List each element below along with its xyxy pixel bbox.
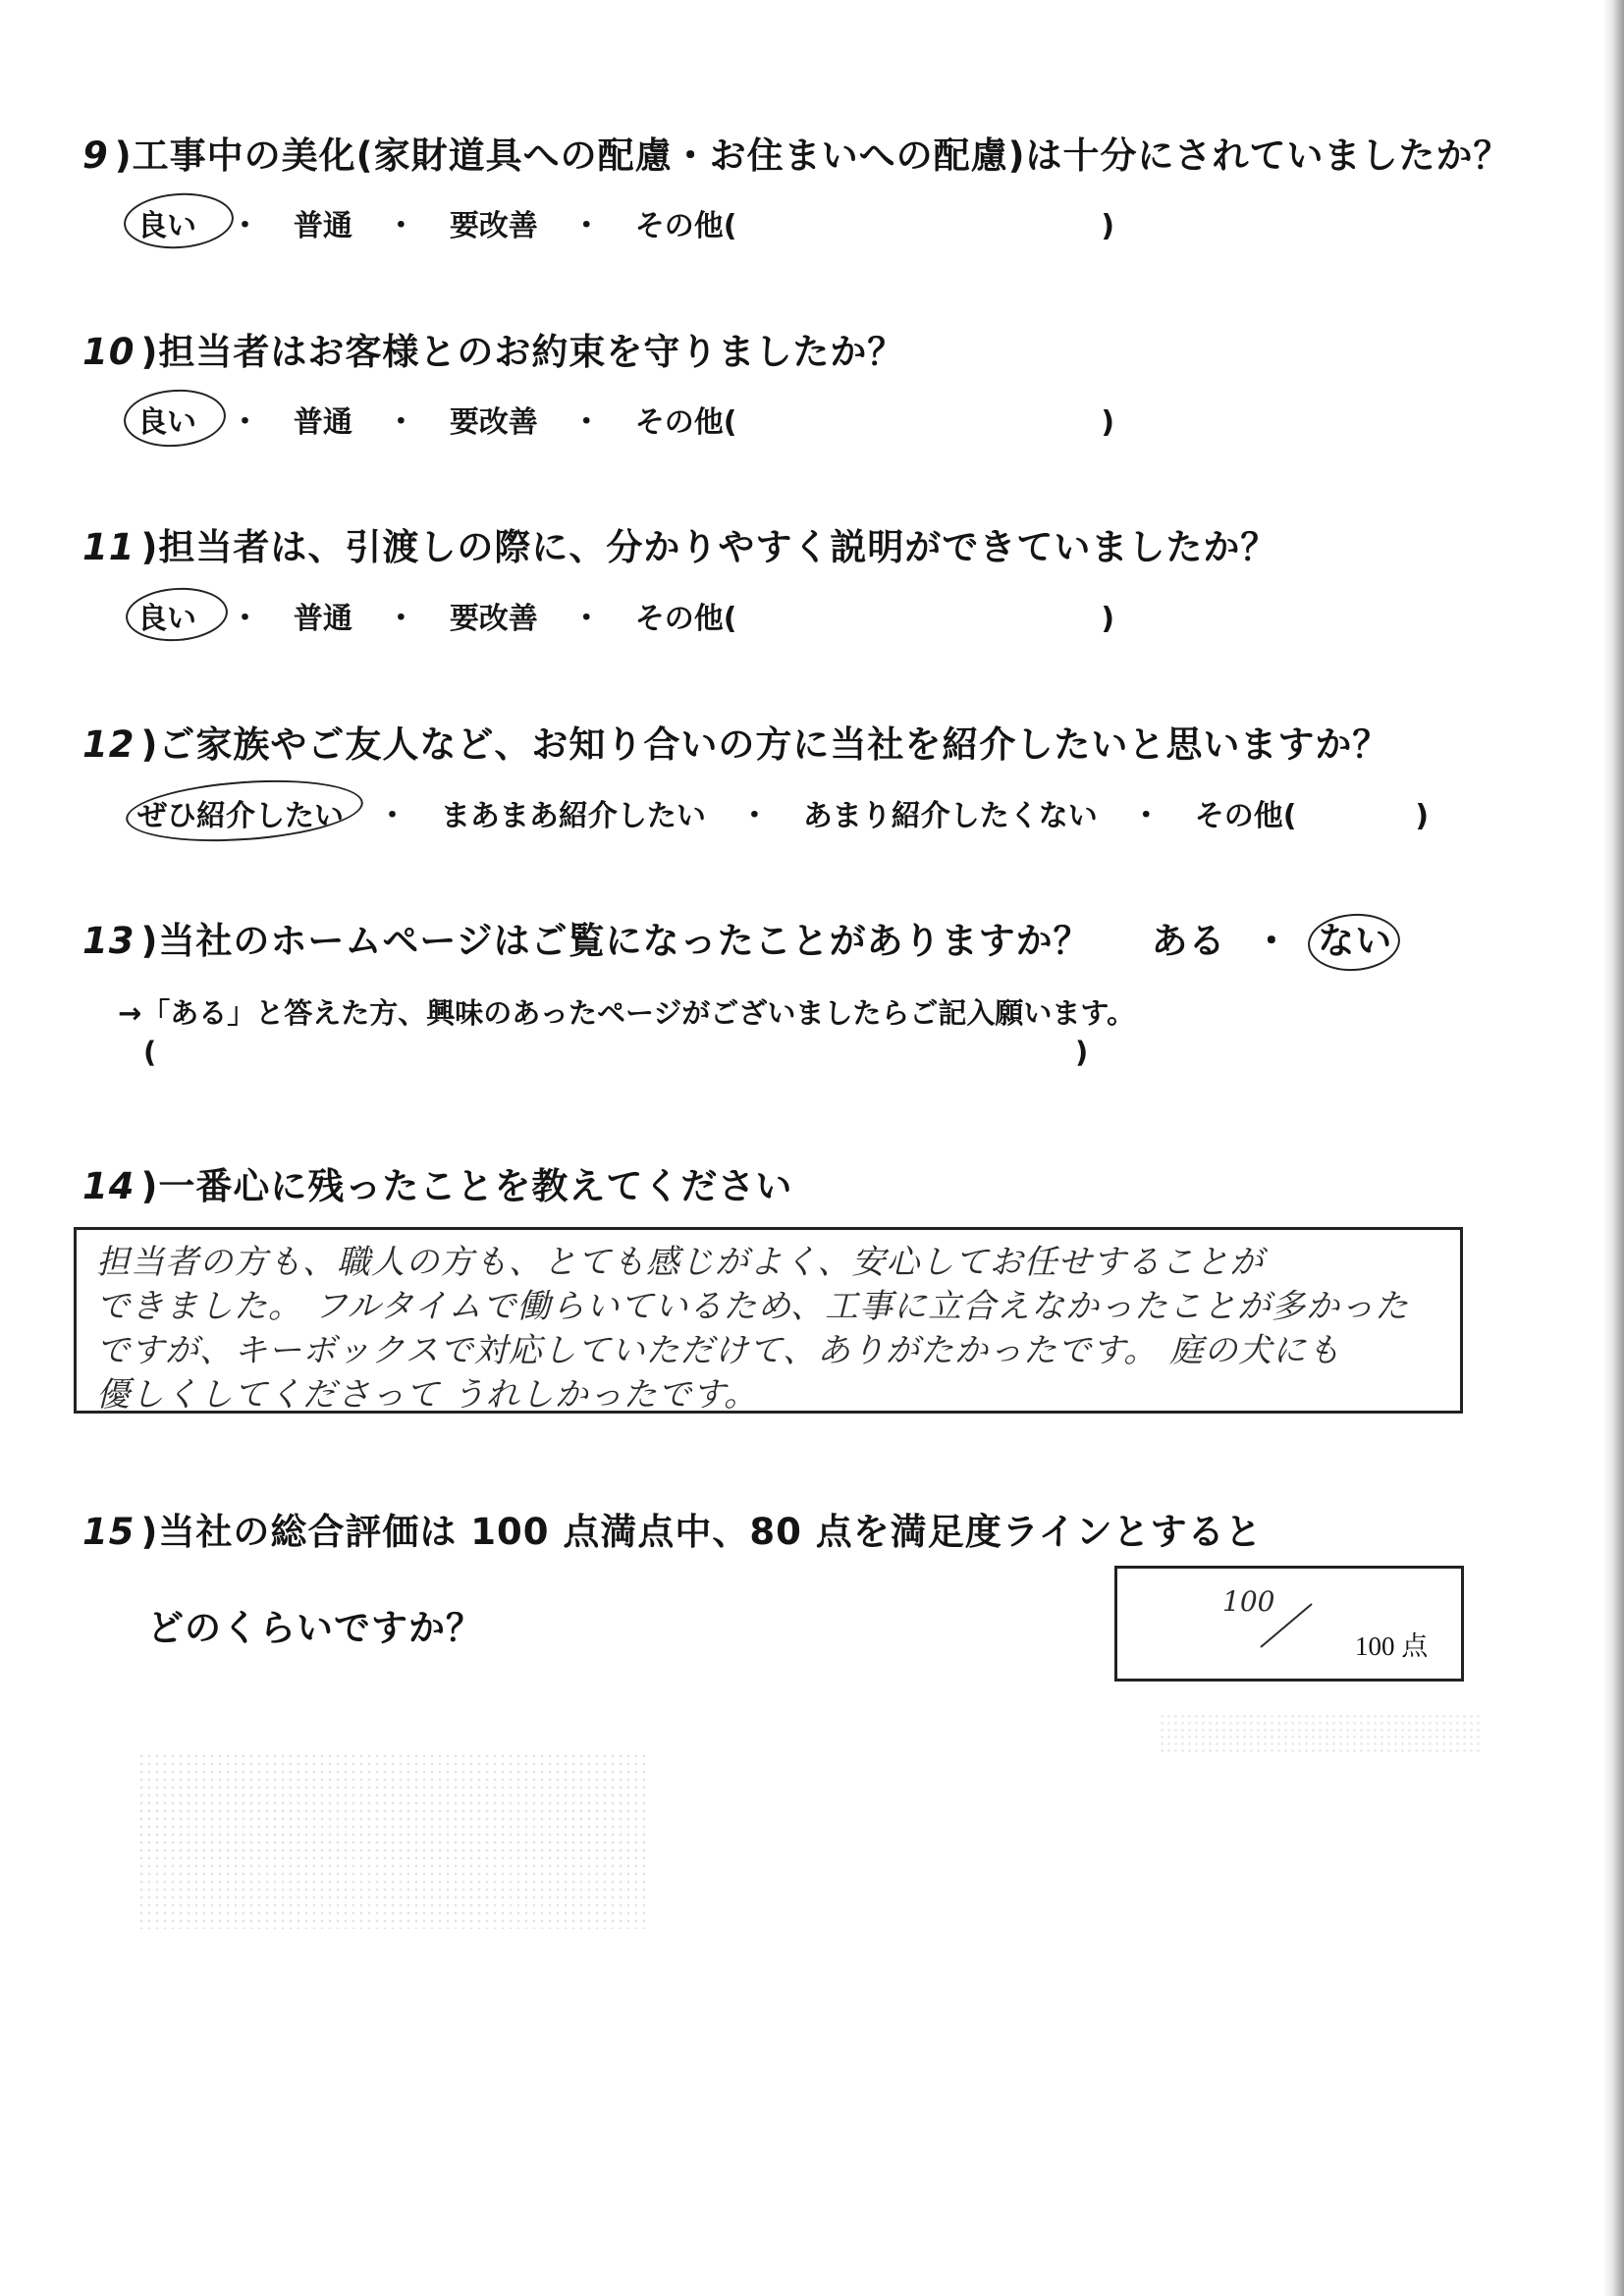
question-14 [82, 1156, 792, 1209]
separator: ・ [1131, 799, 1162, 833]
question-text: )工事中の美化(家財道具への配慮・お住まいへの配慮)は十分にされていましたか？ [114, 134, 1511, 177]
separator: ・ [571, 602, 602, 636]
q13-option-yes[interactable]: ある [1151, 920, 1226, 962]
q11-option-normal[interactable]: 普通 [293, 602, 352, 636]
question-number: 14 [82, 1165, 135, 1207]
q11-option-improve[interactable]: 要改善 [449, 602, 538, 636]
q12-options [137, 791, 1429, 834]
q10-option-other[interactable]: その他( [634, 405, 737, 440]
question-number: 13 [82, 920, 135, 962]
q9-option-other[interactable]: その他( [634, 209, 737, 243]
q11-option-other[interactable]: その他( [634, 602, 737, 636]
separator: ・ [386, 209, 416, 243]
q14-answer-line: ですが、キーボックスで対応していただけて、ありがたかったです。 庭の犬にも [96, 1331, 1342, 1370]
q12-other-close: ) [1415, 799, 1430, 833]
question-number: 12 [82, 723, 135, 766]
q9-option-normal[interactable]: 普通 [293, 209, 352, 243]
q10-option-improve[interactable]: 要改善 [449, 405, 538, 440]
question-text: )当社のホームページはご覧になったことがありますか？ [140, 920, 1091, 962]
question-number: 10 [82, 331, 135, 373]
separator: ・ [571, 405, 602, 440]
question-number: 9 [82, 134, 109, 177]
score-slash-icon [1257, 1600, 1316, 1651]
q14-answer-line: 担当者の方も、職人の方も、とても感じがよく、安心してお任せすることが [96, 1243, 1265, 1282]
separator: ・ [230, 602, 260, 636]
q10-other-close: ) [1101, 405, 1115, 440]
q12-option-definitely[interactable]: ぜひ紹介したい [137, 791, 344, 834]
selection-circle [124, 774, 365, 849]
question-text: )担当者はお客様とのお約束を守りましたか？ [140, 331, 905, 373]
separator: ・ [230, 405, 260, 440]
q12-option-not-much[interactable]: あまり紹介したくない [802, 799, 1098, 833]
q11-options [137, 594, 1114, 637]
question-text: )ご家族やご友人など、お知り合いの方に当社を紹介したいと思いますか？ [140, 723, 1390, 766]
q13-option-no[interactable]: ない [1318, 920, 1392, 962]
q10-option-good[interactable]: 良い [137, 398, 196, 441]
question-number: 11 [82, 526, 135, 568]
separator: ・ [386, 602, 416, 636]
question-12 [82, 715, 1389, 768]
q9-option-good[interactable]: 良い [137, 201, 196, 244]
score-value: 100 [1222, 1585, 1275, 1618]
question-15 [82, 1502, 1263, 1555]
separator: ・ [386, 405, 416, 440]
question-text: )一番心に残ったことを教えてください [140, 1165, 793, 1207]
q9-options [137, 201, 1114, 244]
q11-option-good[interactable]: 良い [137, 594, 196, 637]
q11-other-close: ) [1101, 602, 1115, 636]
q12-option-other[interactable]: その他( [1194, 799, 1297, 833]
question-text: )担当者は、引渡しの際に、分かりやすく説明ができていましたか？ [140, 526, 1278, 568]
question-11 [82, 517, 1277, 570]
q14-answer-line: できました。 フルタイムで働らいているため、工事に立合えなかったことが多かった [96, 1287, 1410, 1326]
score-max-label: 100 点 [1355, 1631, 1429, 1661]
separator: ・ [377, 799, 407, 833]
q12-option-somewhat[interactable]: まあまあ紹介したい [440, 799, 706, 833]
q13-paren-open: ( [143, 1036, 157, 1069]
scan-noise [137, 1752, 648, 1929]
question-number: 15 [82, 1511, 135, 1553]
q10-option-normal[interactable]: 普通 [293, 405, 352, 440]
separator: ・ [571, 209, 602, 243]
separator: ・ [739, 799, 770, 833]
question-10 [82, 322, 904, 375]
question-9 [82, 126, 1510, 179]
separator: ・ [1253, 920, 1291, 962]
q10-options [137, 398, 1114, 441]
q13-note: →「ある」と答えた方、興味のあったページがございましたらご記入願います。 [118, 996, 1136, 1030]
question-text: )当社の総合評価は 100 点満点中、80 点を満足度ラインとすると [140, 1511, 1263, 1553]
separator: ・ [230, 209, 260, 243]
page-edge-shadow [1602, 0, 1624, 2296]
q9-other-close: ) [1101, 209, 1115, 243]
question-13 [82, 911, 1392, 964]
question-15-line2: どのくらいですか？ [147, 1607, 483, 1649]
scan-noise [1159, 1713, 1483, 1752]
q13-paren-close: ) [1075, 1036, 1089, 1069]
q14-answer-line: 優しくしてくださって うれしかったです。 [96, 1375, 759, 1415]
q9-option-improve[interactable]: 要改善 [449, 209, 538, 243]
